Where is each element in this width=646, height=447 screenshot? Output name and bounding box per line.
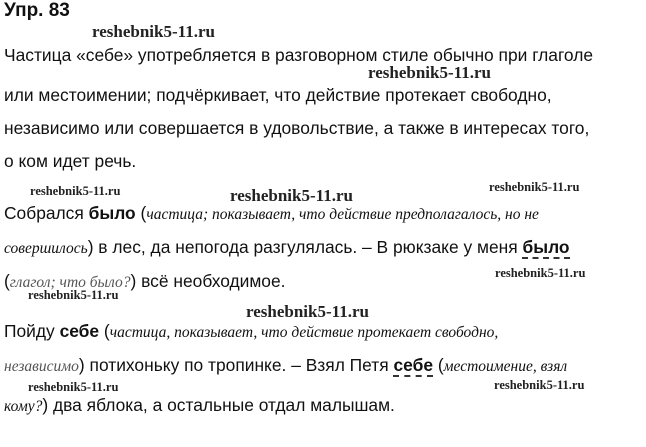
rule-line-2: или местоимении; подчёркивает, что действие протекает свободно, — [4, 85, 552, 105]
text: Собрался — [4, 203, 89, 223]
rule-line-4: о ком идет речь. — [4, 151, 137, 171]
annotation: совершилось — [4, 240, 88, 257]
watermark: reshebnik5-11.ru — [495, 266, 586, 280]
watermark: reshebnik5-11.ru — [230, 186, 353, 205]
watermark: reshebnik5-11.ru — [368, 63, 491, 82]
example1-line-3 — [4, 270, 285, 294]
rule-line-1: Частица «себе» употребляется в разговорном стиле обычно при глаголе — [4, 45, 594, 65]
watermark: reshebnik5-11.ru — [494, 378, 585, 392]
watermark: reshebnik5-11.ru — [28, 380, 119, 394]
text: ( — [4, 271, 10, 291]
exercise-title: Упр. 83 — [4, 0, 70, 21]
example1-line-2 — [4, 236, 570, 260]
rule-line-3: независимо или совершается в удовольствие, а также в интересах того, — [4, 118, 590, 138]
text: ( — [99, 321, 110, 341]
text: ) два яблока, а остальные отдал малышам. — [42, 395, 395, 415]
annotation: частица; показывает, что действие предполагалось, но не — [146, 206, 539, 223]
text: ) всё необходимое. — [130, 271, 286, 291]
example1-line-1 — [4, 202, 539, 226]
annotation: кому? — [4, 398, 43, 415]
particle-word: себе — [59, 321, 100, 341]
watermark: reshebnik5-11.ru — [30, 184, 121, 198]
watermark: reshebnik5-11.ru — [28, 288, 119, 302]
watermark: reshebnik5-11.ru — [489, 180, 580, 194]
example2-line-3 — [4, 394, 395, 418]
pronoun-word: себе — [393, 355, 434, 375]
watermark: reshebnik5-11.ru — [246, 302, 369, 321]
annotation: глагол; что было? — [9, 274, 131, 291]
watermark: reshebnik5-11.ru — [92, 22, 215, 41]
annotation: независимо — [4, 358, 79, 375]
text: Пойду — [4, 321, 60, 341]
text: ( — [433, 355, 444, 375]
text: ) потихоньку по тропинке. – Взял Петя — [78, 355, 394, 375]
particle-word: было — [88, 203, 136, 223]
text: ( — [135, 203, 147, 223]
example2-line-2 — [4, 354, 567, 378]
text: ) в лес, да непогода разгулялась. – В рюкзаке у меня — [87, 237, 523, 257]
example2-line-1 — [4, 320, 498, 344]
annotation: частица, показывает, что действие протекает свободно, — [109, 324, 499, 341]
annotation: местоимение, взял — [443, 358, 568, 375]
verb-word: было — [522, 237, 570, 257]
